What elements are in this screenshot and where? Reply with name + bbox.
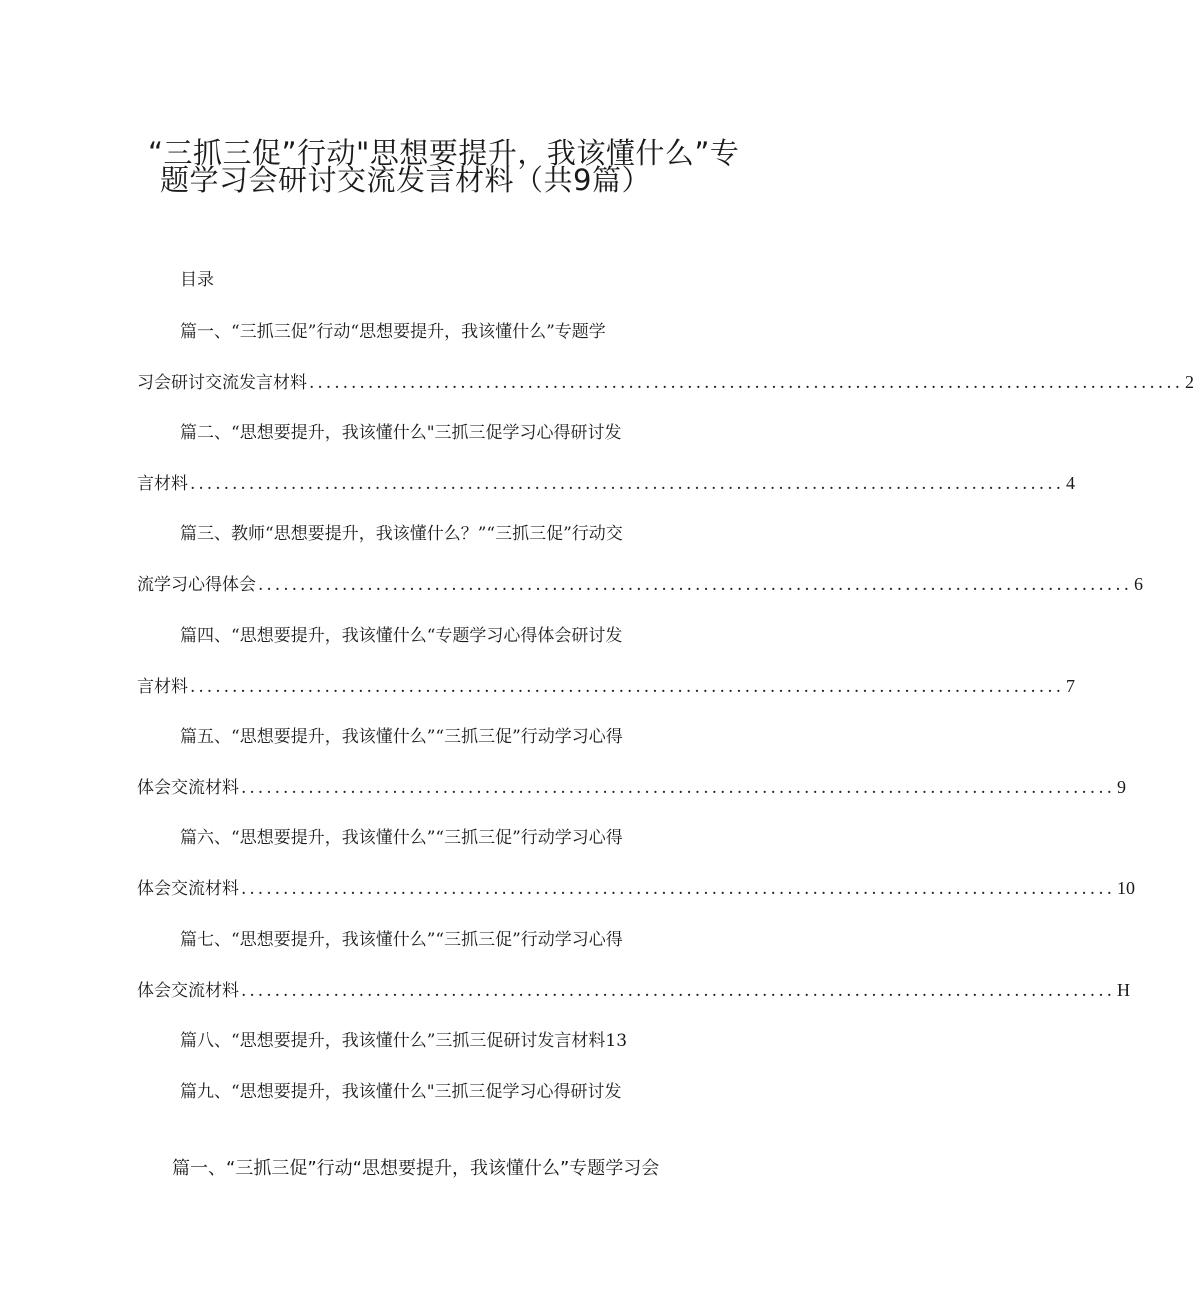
toc-entry-6-line1[interactable]: 篇六、“思想要提升，我该懂什么”“三抓三促”行动学习心得 <box>180 828 623 848</box>
title-line-1: “三抓三促”行动"思想要提升，我该懂什么”专 <box>148 136 740 170</box>
toc-page-number: 9 <box>1117 777 1126 797</box>
toc-entry-7-line2[interactable] <box>137 978 1130 1003</box>
toc-leader-dots: ........................................................................................................ <box>190 474 1064 494</box>
toc-entry-2-line1[interactable]: 篇二、“思想要提升，我该懂什么"三抓三促学习心得研讨发 <box>180 423 622 443</box>
toc-entry-1-line2[interactable] <box>137 370 1194 395</box>
toc-entry-1-line1[interactable]: 篇一、“三抓三促”行动“思想要提升，我该懂什么”专题学 <box>180 322 606 342</box>
toc-label: 目录 <box>180 270 214 290</box>
toc-entry-7-line1[interactable]: 篇七、“思想要提升，我该懂什么”“三抓三促”行动学习心得 <box>180 930 623 950</box>
toc-entry-5-line2[interactable] <box>137 775 1126 800</box>
toc-entry-text: 言材料 <box>137 474 188 494</box>
toc-page-number: 6 <box>1134 574 1143 594</box>
toc-entry-3-line1[interactable]: 篇三、教师“思想要提升，我该懂什么？”“三抓三促”行动交 <box>180 524 623 544</box>
title-line-2: 题学习会研讨交流发言材料（共9篇） <box>160 163 651 197</box>
toc-entry-3-line2[interactable] <box>137 572 1143 597</box>
toc-page-number: 2 <box>1185 372 1194 392</box>
toc-leader-dots: ........................................................................................................ <box>241 981 1115 1001</box>
toc-entry-text: 流学习心得体会 <box>137 575 256 595</box>
toc-leader-dots: ........................................................................................................ <box>190 677 1064 697</box>
toc-entry-2-line2[interactable] <box>137 471 1075 496</box>
toc-leader-dots: ........................................................................................................ <box>241 879 1115 899</box>
toc-leader-dots: ........................................................................................................ <box>309 373 1183 393</box>
toc-page-number: 4 <box>1066 473 1075 493</box>
toc-entry-text: 言材料 <box>137 677 188 697</box>
toc-entry-6-line2[interactable] <box>137 876 1135 901</box>
toc-entry-text: 体会交流材料 <box>137 879 239 899</box>
toc-entry-5-line1[interactable]: 篇五、“思想要提升，我该懂什么”“三抓三促”行动学习心得 <box>180 727 623 747</box>
toc-leader-dots: ........................................................................................................ <box>258 575 1132 595</box>
toc-entry-text: 体会交流材料 <box>137 778 239 798</box>
toc-leader-dots: ........................................................................................................ <box>241 778 1115 798</box>
toc-entry-text: 体会交流材料 <box>137 981 239 1001</box>
toc-entry-text: 习会研讨交流发言材料 <box>137 373 307 393</box>
toc-entry-4-line1[interactable]: 篇四、“思想要提升，我该懂什么“专题学习心得体会研讨发 <box>180 626 623 646</box>
section-heading: 篇一、“三抓三促”行动“思想要提升，我该懂什么”专题学习会 <box>172 1158 660 1179</box>
toc-entry-8-line1[interactable]: 篇八、“思想要提升，我该懂什么”三抓三促研讨发言材料13 <box>180 1031 628 1051</box>
toc-page-number: 7 <box>1066 676 1075 696</box>
toc-page-number: 10 <box>1117 878 1135 898</box>
toc-entry-9-line1[interactable]: 篇九、“思想要提升，我该懂什么"三抓三促学习心得研讨发 <box>180 1082 622 1102</box>
toc-entry-4-line2[interactable] <box>137 674 1075 699</box>
toc-page-number: H <box>1117 980 1130 1000</box>
